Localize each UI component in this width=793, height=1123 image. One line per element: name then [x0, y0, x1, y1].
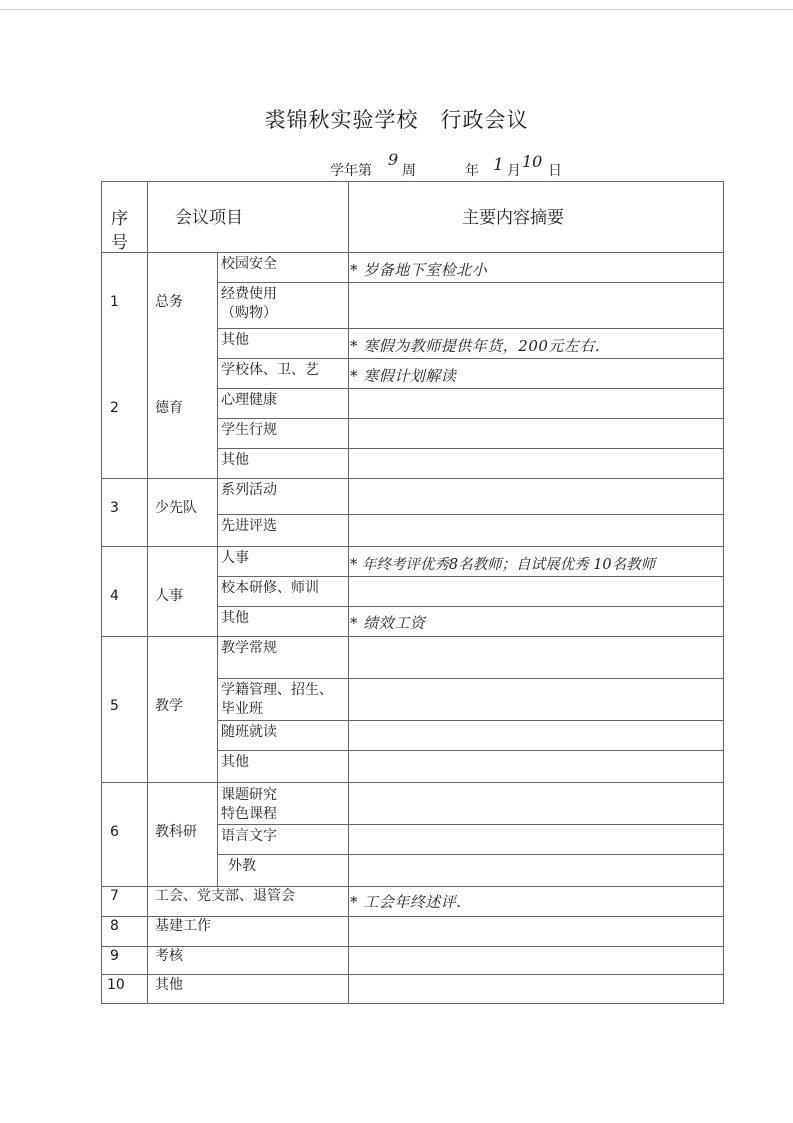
week-label: 周 [402, 163, 416, 179]
item-label: 教学常规 [221, 640, 277, 656]
item-label: 学生行规 [221, 422, 277, 438]
page-title: 裘锦秋实验学校 行政会议 [264, 108, 529, 132]
note-campus-safety: * 岁备地下室检北小 [350, 261, 488, 279]
note-arts: * 寒假计划解读 [350, 367, 457, 385]
category-label: 其他 [155, 977, 183, 993]
item-label: 语言文字 [221, 828, 277, 844]
item-label: 心理健康 [221, 392, 277, 408]
item-label: 学校体、卫、艺 [221, 362, 319, 378]
category-label: 考核 [155, 948, 183, 964]
note-union: * 工会年终述评. [350, 893, 462, 911]
header-seq-2: 号 [111, 233, 128, 253]
day-number: 10 [522, 152, 543, 171]
note-personnel: * 年终考评优秀8名教师；自试展优秀 10名教师 [350, 557, 656, 573]
item-label: 学籍管理、招生、 毕业班 [221, 682, 333, 717]
meeting-table [101, 181, 724, 1004]
week-number: 9 [388, 150, 399, 169]
header-item: 会议项目 [175, 208, 243, 228]
category-label: 基建工作 [155, 918, 211, 934]
section-num: 3 [110, 500, 119, 516]
item-label: 其他 [221, 610, 249, 626]
year-label: 年 [465, 163, 479, 179]
note-personnel-other: * 绩效工资 [350, 614, 426, 632]
item-label: 其他 [221, 754, 249, 770]
header-summary: 主要内容摘要 [462, 208, 564, 228]
header-seq-1: 序 [111, 209, 128, 229]
section-num: 9 [110, 948, 119, 964]
category-label: 人事 [155, 588, 183, 604]
section-num: 5 [110, 698, 119, 714]
item-label: 校本研修、师训 [221, 580, 319, 596]
category-label: 少先队 [155, 500, 197, 516]
section-num: 10 [107, 977, 125, 993]
section-num: 7 [110, 888, 119, 904]
section-num: 2 [110, 400, 119, 416]
item-label: 随班就读 [221, 724, 277, 740]
item-label: 人事 [221, 550, 249, 566]
item-label: 外教 [228, 858, 256, 874]
category-label: 教学 [155, 698, 183, 714]
month-label: 月 [507, 163, 521, 179]
item-label: 校园安全 [221, 256, 277, 272]
item-label: 其他 [221, 332, 249, 348]
section-num: 8 [110, 918, 119, 934]
item-label: 先进评选 [221, 518, 277, 534]
section-num: 6 [110, 824, 119, 840]
section-num: 1 [110, 294, 119, 310]
item-label: 课题研究 特色课程 [221, 787, 277, 822]
category-label: 教科研 [155, 824, 197, 840]
category-label: 德育 [155, 400, 183, 416]
section-num: 4 [110, 588, 119, 604]
note-general-other: * 寒假为教师提供年货，200元左右. [350, 337, 601, 355]
item-label: 其他 [221, 452, 249, 468]
category-label: 总务 [155, 294, 183, 310]
category-label: 工会、党支部、退管会 [155, 888, 295, 904]
dateline-prefix: 学年第 [330, 163, 372, 179]
item-label: 经费使用 （购物） [221, 286, 277, 321]
month-number: 1 [493, 155, 504, 175]
day-label: 日 [548, 163, 562, 179]
item-label: 系列活动 [221, 482, 277, 498]
page-edge-line [0, 9, 793, 10]
